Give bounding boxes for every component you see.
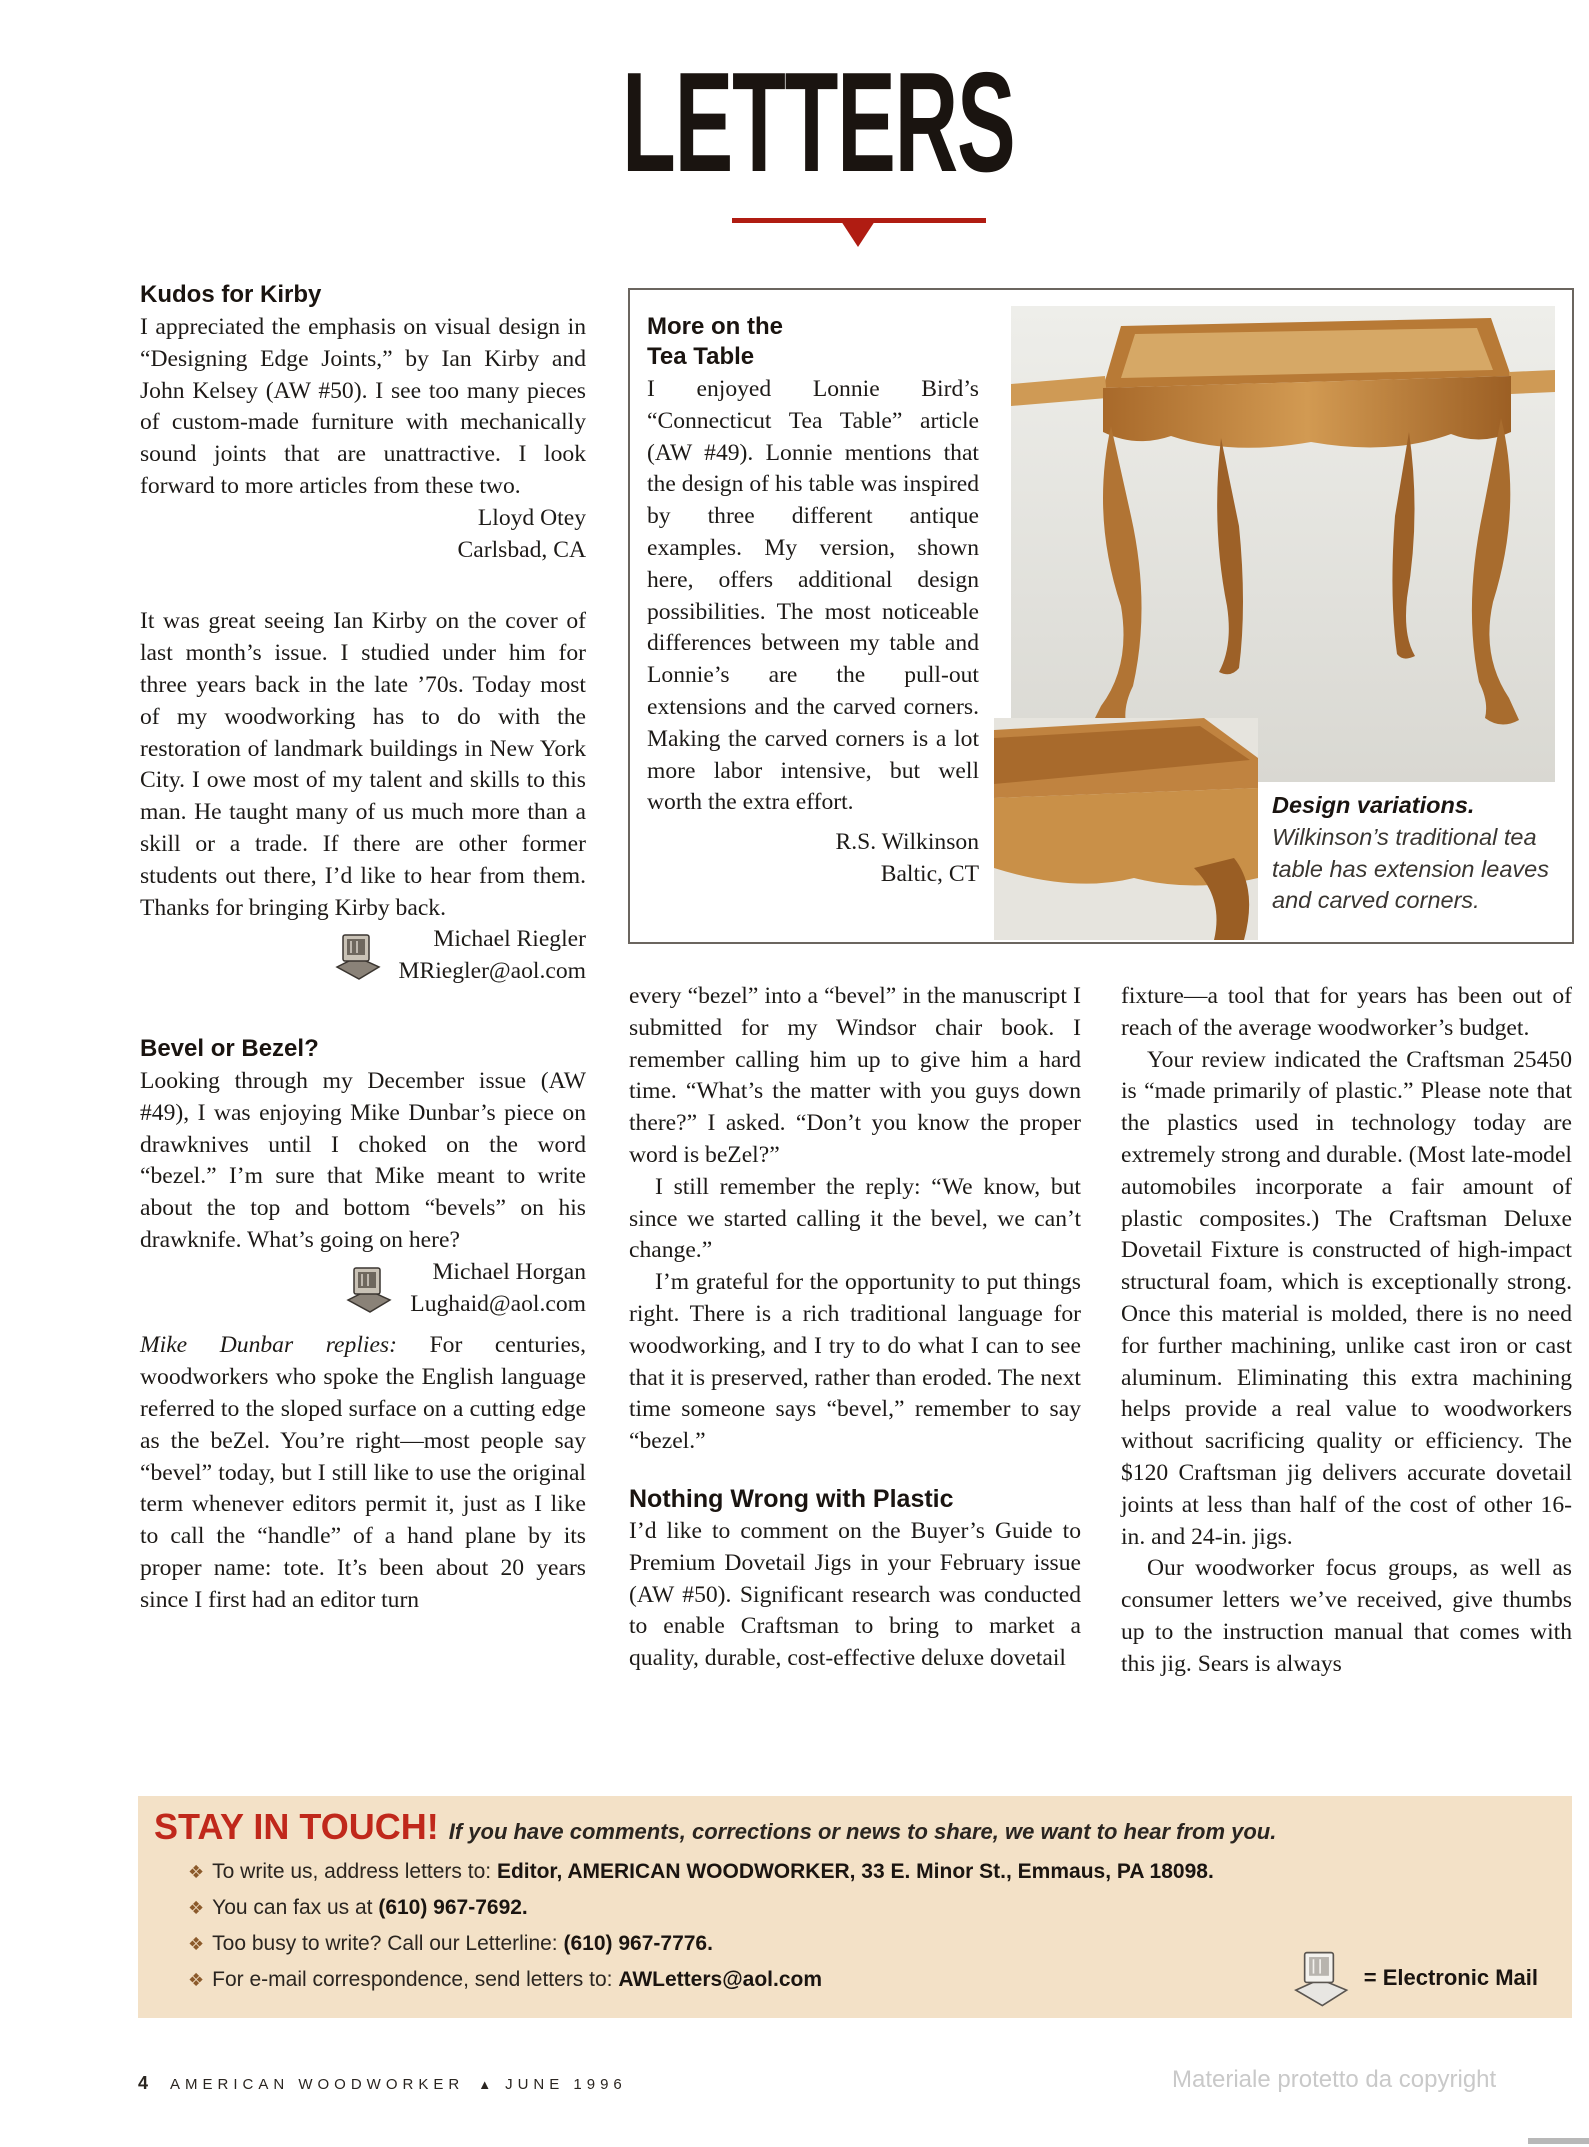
- stay-heading: STAY IN TOUCH!: [154, 1806, 439, 1847]
- page-title: LETTERS: [622, 43, 1015, 202]
- stay-line3-text: Too busy to write? Call our Letterline:: [212, 1932, 558, 1955]
- diamond-bullet-icon: ❖: [188, 1862, 205, 1882]
- column-middle: [629, 981, 1081, 1675]
- copyright-watermark: Materiale protetto da copyright: [1172, 2066, 1497, 2093]
- diamond-bullet-icon: ❖: [188, 1898, 205, 1918]
- tea-table-letter: [647, 312, 979, 891]
- bevel-body: Looking through my December issue (AW #49), I was enjoying Mike Dunbar’s piece on drawknives until I choked on the word “bezel.” I’m sure that Mike meant to write about the top and bottom “bevels” on his drawknife. What’s going on here?: [140, 1067, 586, 1253]
- tea-heading-line2: Tea Table: [647, 343, 755, 370]
- stay-line2-fax: (610) 967-7692.: [378, 1896, 528, 1919]
- computer-email-icon: [1284, 1946, 1354, 2010]
- footer-issue: JUNE 1996: [505, 2076, 627, 2093]
- tea-signature: [647, 827, 979, 891]
- photo-caption: [1272, 790, 1568, 917]
- stay-line1-address: Editor, AMERICAN WOODWORKER, 33 E. Minor St., Emmaus, PA 18098.: [496, 1860, 1214, 1883]
- col2-p1: every “bezel” into a “bevel” in the manuscript I submitted for my Windsor chair book. I remember calling him up to give him a hard time. “What’s the matter with you guys down there?” I asked. “Don’t you know the proper word is beZel?”: [629, 983, 1081, 1168]
- footer-magazine: AMERICAN WOODWORKER: [170, 2076, 465, 2093]
- bevel-sig-email: Lughaid@aol.com: [410, 1290, 586, 1317]
- tea-heading-line1: More on the: [647, 313, 783, 340]
- col2-p3: I’m grateful for the opportunity to put things right. There is a rich traditional language for woodworking, and I try to do what I can to see that it is preserved, rather than eroded. The next time someone says “bevel,” remember to say “bezel.”: [629, 1269, 1081, 1455]
- col3-p2: Your review indicated the Craftsman 25450 is “made primarily of plastic.” Please note that the plastics used in technology today are extremely strong and durable. (Most late-model automobiles incorporate a fair amount of plastic composites.) The Craftsman Deluxe Dovetail Fixture is constructed of high-impact structural foam, which is exceptionally strong. Once this material is molded, there is no need for further machining, unlike cast iron or cast aluminum. Eliminating this extra machining helps provide a real value to woodworkers without sacrificing quality or efficiency. The $120 Craftsman jig delivers accurate dovetail joints at less than half of the cost of other 16-in. and 24-in. jigs.: [1121, 1046, 1572, 1550]
- email-legend-text: = Electronic Mail: [1363, 1965, 1538, 1990]
- stay-line-email: [188, 1968, 822, 1992]
- tea-body: I enjoyed Lonnie Bird’s “Connecticut Tea Table” article (AW #49). Lonnie mentions that the design of his table was inspired by three different antique examples. My version, shown here, offers additional design possibilities. The most noticeable differences between my table and Lonnie’s are the pull-out extensions and the carved corners. Making the carved corners is a lot more labor intensive, but well worth the extra effort.: [647, 376, 979, 816]
- column-right: [1121, 981, 1572, 1681]
- stay-line3-phone: (610) 967-7776.: [563, 1932, 713, 1955]
- plastic-body: I’d like to comment on the Buyer’s Guide to Premium Dovetail Jigs in your February issue (AW #50). Significant research was conducted to enable Craftsman to bring to market a quality, durable, cost-effective deluxe dovetail: [629, 1517, 1081, 1672]
- diamond-bullet-icon: ❖: [188, 1934, 205, 1954]
- kirby-sig-email: MRiegler@aol.com: [398, 958, 586, 985]
- kudos-signature: [140, 503, 586, 567]
- col3-p3: Our woodworker focus groups, as well as consumer letters we’ve received, give thumbs up to the instruction manual that comes with this jig. Sears is always: [1121, 1555, 1572, 1677]
- col3-p1: fixture—a tool that for years has been out of reach of the average woodworker’s budget.: [1121, 983, 1572, 1041]
- computer-email-icon: [327, 927, 385, 985]
- tea-table-photo: [1011, 306, 1555, 782]
- col2-p2: I still remember the reply: “We know, but since we started calling it the bevel, we can’t change.”: [629, 1173, 1081, 1264]
- caption-text: Wilkinson’s traditional tea table has extension leaves and carved corners.: [1272, 823, 1549, 914]
- page-number: 4: [138, 2073, 149, 2093]
- stay-header: [154, 1806, 1276, 1848]
- page-footer: [138, 2073, 627, 2094]
- stay-line-phone: [188, 1932, 713, 1956]
- kirby-signature: [140, 924, 586, 988]
- stay-line4-email: AWLetters@aol.com: [618, 1968, 823, 1991]
- kudos-sig-place: Carlsbad, CA: [457, 536, 586, 563]
- carved-corner-inset-photo: [994, 718, 1258, 940]
- plastic-heading: Nothing Wrong with Plastic: [629, 1484, 954, 1513]
- stay-in-touch-box: [138, 1796, 1572, 2018]
- bevel-heading: Bevel or Bezel?: [140, 1034, 319, 1062]
- dunbar-reply-lead: Mike Dunbar replies:: [140, 1332, 397, 1359]
- dunbar-reply-body: For centuries, woodworkers who spoke the English language referred to the sloped surface on a cutting edge as the beZel. You’re right—most people say “bevel” today, but I still like to use the original term whenever editors permit it, just as I like to call the “handle” of a hand plane by its proper name: tote. It’s been about 20 years since I first had an editor turn: [140, 1332, 586, 1613]
- caption-title: Design variations.: [1272, 792, 1475, 818]
- kudos-sig-name: Lloyd Otey: [477, 504, 586, 531]
- computer-email-icon: [338, 1260, 396, 1318]
- diamond-bullet-icon: ❖: [188, 1970, 205, 1990]
- stay-line4-text: For e-mail correspondence, send letters to:: [212, 1968, 613, 1991]
- dunbar-reply: [140, 1330, 586, 1616]
- kudos-heading: Kudos for Kirby: [140, 281, 322, 308]
- bevel-sig-name: Michael Horgan: [432, 1258, 586, 1285]
- bevel-signature: [140, 1257, 586, 1321]
- kudos-body: I appreciated the emphasis on visual design in “Designing Edge Joints,” by Ian Kirby and John Kelsey (AW #50). I see too many pieces of custom-made furniture with mechanically sound joints that are unattractive. I look forward to more articles from these two.: [140, 314, 586, 499]
- tea-sig-name: R.S. Wilkinson: [835, 829, 979, 856]
- stay-line2-text: You can fax us at: [212, 1896, 373, 1919]
- tea-heading: [647, 312, 979, 372]
- kirby-sig-name: Michael Riegler: [433, 926, 586, 953]
- stay-subheading: If you have comments, corrections or news to share, we want to hear from you.: [448, 1819, 1277, 1844]
- stay-line-fax: [188, 1896, 528, 1920]
- stay-line1-text: To write us, address letters to:: [212, 1860, 492, 1883]
- title-triangle-ornament: [841, 221, 875, 247]
- email-legend: [1284, 1946, 1538, 2010]
- tea-sig-place: Baltic, CT: [880, 860, 979, 887]
- edge-mark: [1528, 2138, 1589, 2144]
- column-left: [140, 280, 586, 1616]
- footer-triangle-icon: ▲: [478, 2077, 492, 2092]
- stay-line-mail: [188, 1860, 1214, 1884]
- kirby-letter-body: It was great seeing Ian Kirby on the cover of last month’s issue. I studied under him for three years back in the late ’70s. Today most of my woodworking has to do with the restoration of landmark buildings in New York City. I owe most of my talent and skills to this man. He taught many of us much more than a skill or a trade. If there are other former students out there, I’d like to hear from them. Thanks for bringing Kirby back.: [140, 608, 586, 921]
